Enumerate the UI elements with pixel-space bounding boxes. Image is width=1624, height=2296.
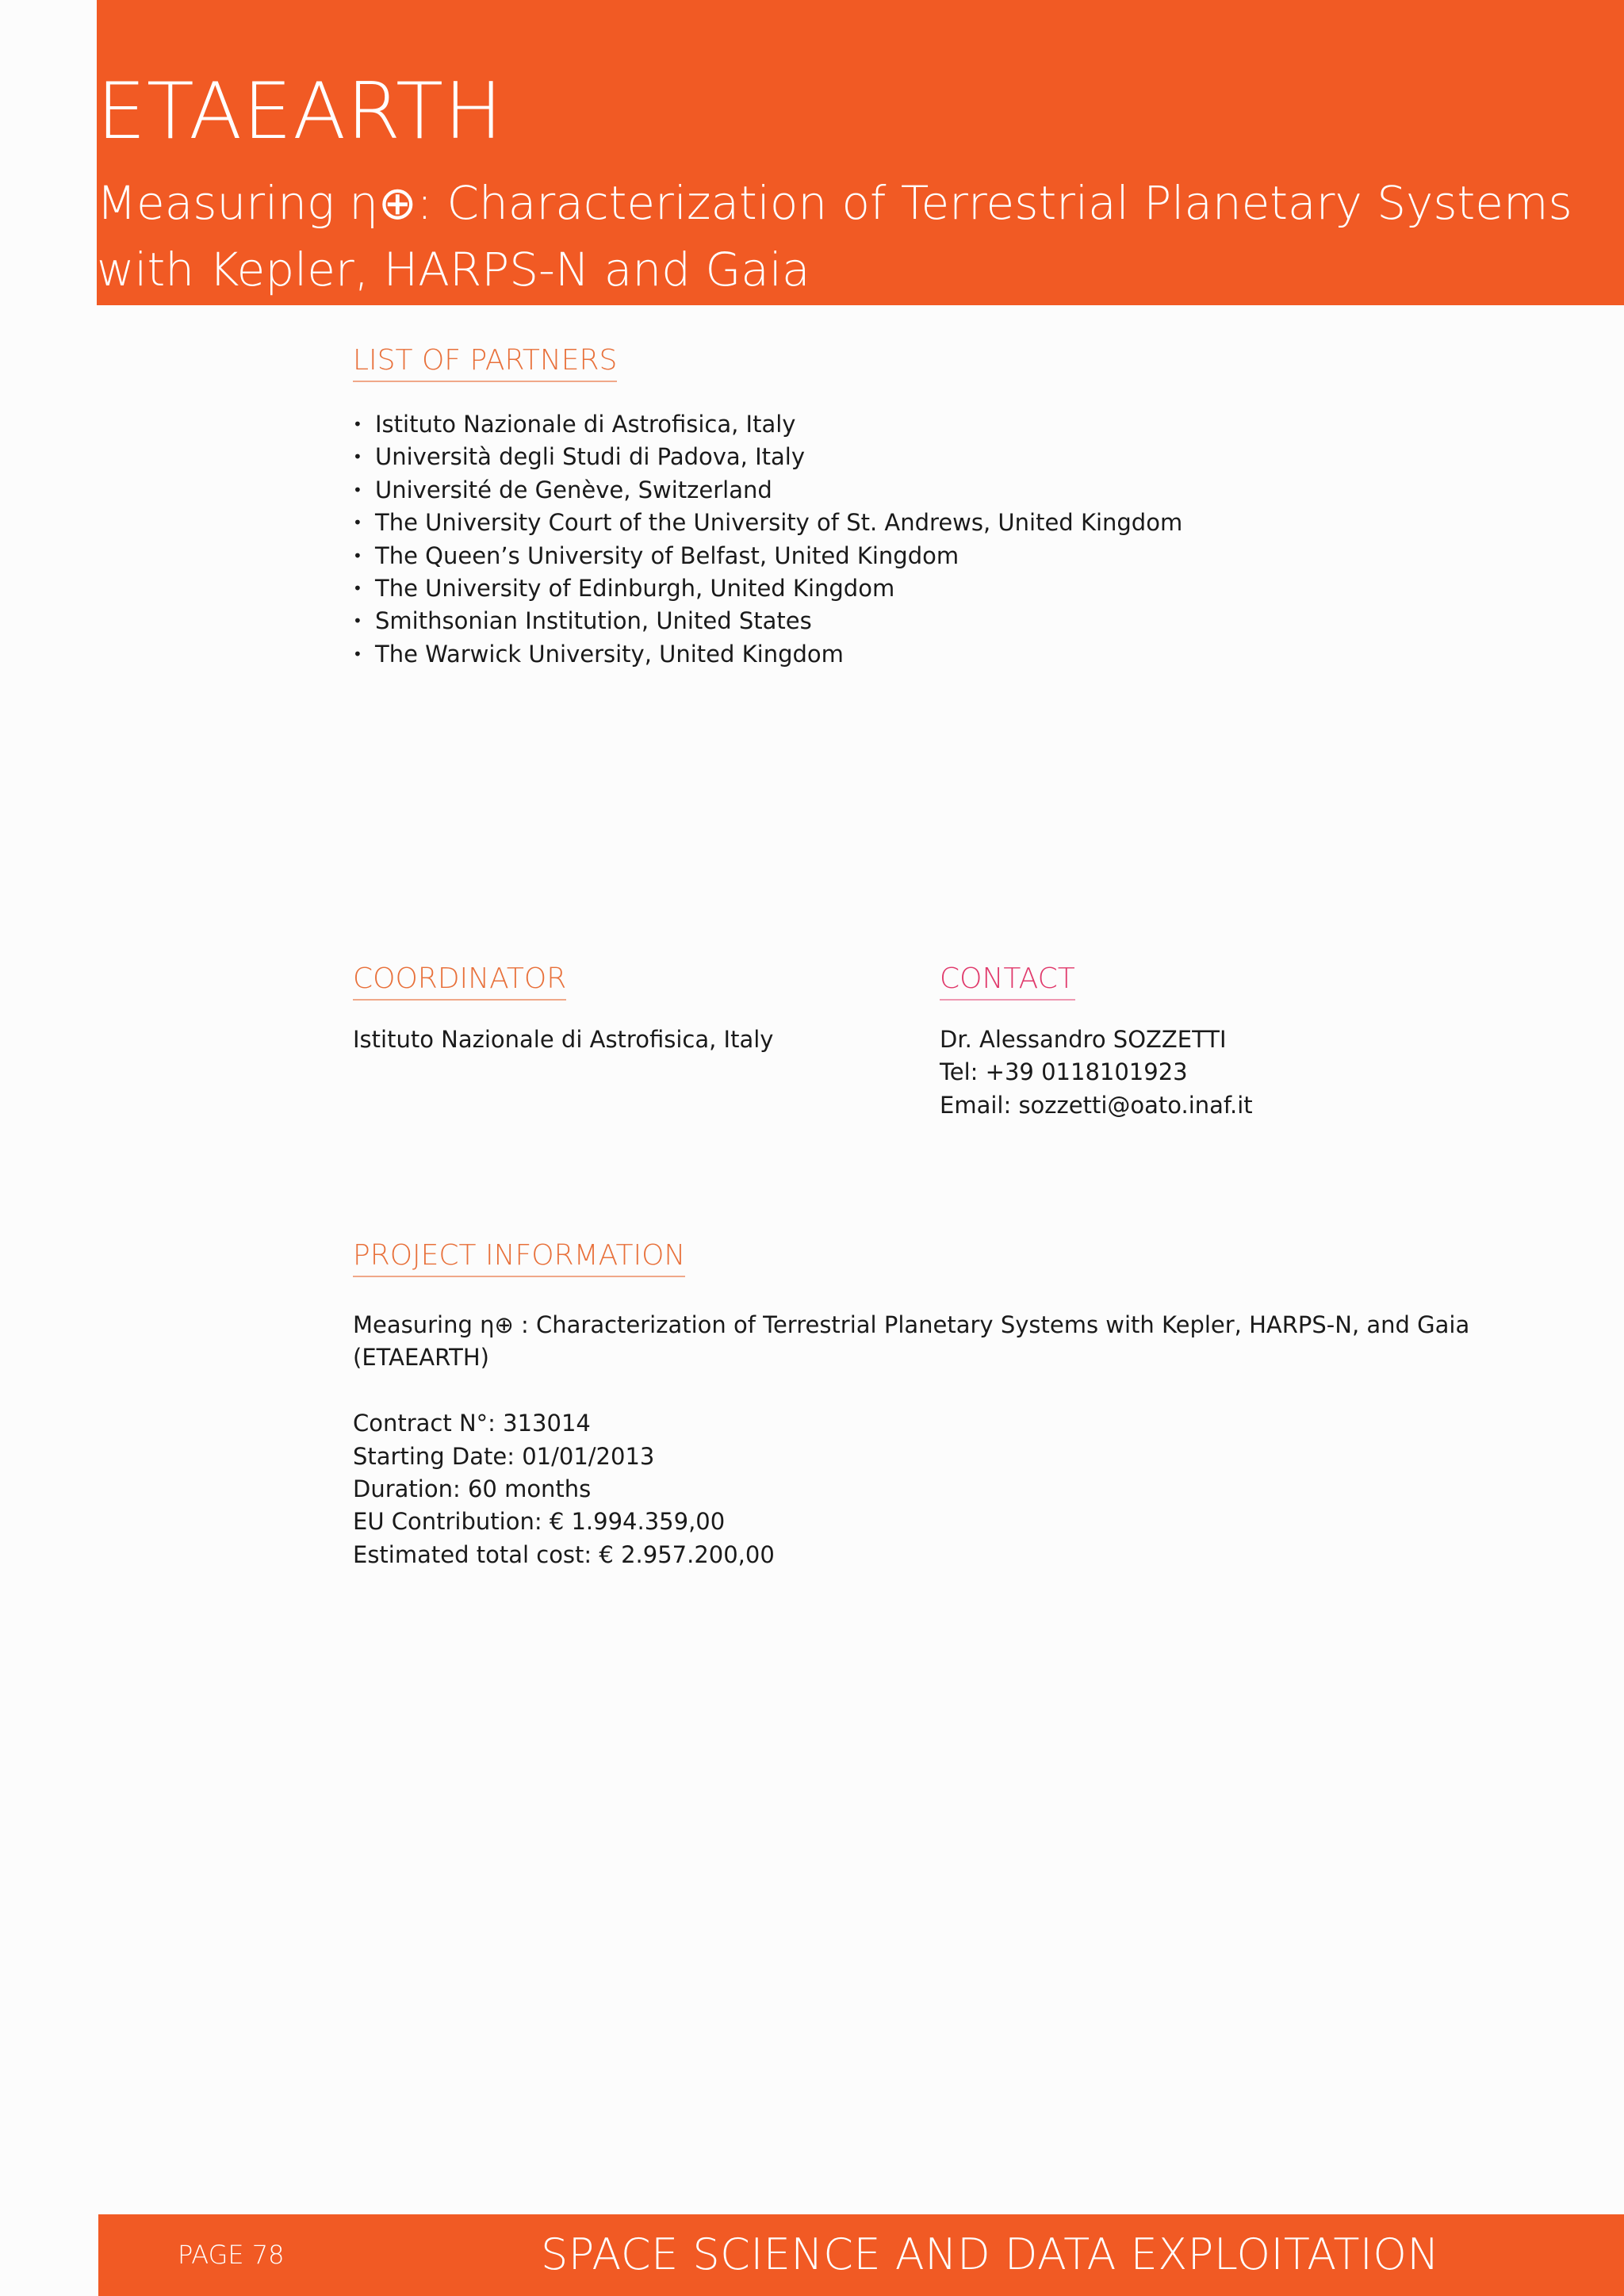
coordinator-block bbox=[353, 1024, 773, 1056]
partner-name: Università degli Studi di Padova, Italy bbox=[375, 443, 806, 471]
coordinator-heading: COORDINATOR bbox=[353, 962, 566, 1001]
bullet-icon: • bbox=[353, 611, 362, 631]
project-info-block bbox=[353, 1309, 1590, 1571]
bullet-icon: • bbox=[353, 513, 362, 533]
header-banner bbox=[97, 0, 1624, 305]
project-description: Measuring η⊕ : Characterization of Terrestrial Planetary Systems with Kepler, HARPS-N, and Gaia bbox=[353, 1311, 1470, 1338]
project-acronym: (ETAEARTH) bbox=[353, 1344, 489, 1372]
eu-contribution: EU Contribution: € 1.994.359,00 bbox=[353, 1508, 726, 1536]
total-cost: Estimated total cost: € 2.957.200,00 bbox=[353, 1540, 775, 1568]
list-item bbox=[353, 408, 1182, 441]
partners-heading: LIST OF PARTNERS bbox=[353, 343, 617, 382]
partner-name: Université de Genève, Switzerland bbox=[375, 476, 772, 503]
list-item bbox=[353, 572, 1182, 605]
list-item bbox=[353, 474, 1182, 507]
partner-name: The Queen’s University of Belfast, United Kingdom bbox=[375, 541, 959, 569]
bullet-icon: • bbox=[353, 415, 362, 434]
contact-block bbox=[940, 1024, 1253, 1122]
contract-number: Contract N°: 313014 bbox=[353, 1410, 591, 1437]
partner-name: Istituto Nazionale di Astrofisica, Italy bbox=[375, 411, 796, 438]
section-title: SPACE SCIENCE AND DATA EXPLOITATION bbox=[541, 2229, 1440, 2279]
contact-person: Dr. Alessandro SOZZETTI bbox=[940, 1026, 1227, 1053]
page-number: PAGE 78 bbox=[178, 2240, 285, 2270]
coordinator-name: Istituto Nazionale di Astrofisica, Italy bbox=[353, 1026, 774, 1053]
starting-date: Starting Date: 01/01/2013 bbox=[353, 1442, 655, 1470]
footer-banner bbox=[98, 2214, 1624, 2296]
bullet-icon: • bbox=[353, 447, 362, 467]
bullet-icon: • bbox=[353, 480, 362, 499]
page-title: ETAEARTH bbox=[97, 67, 504, 157]
list-item bbox=[353, 540, 1182, 572]
bullet-icon: • bbox=[353, 644, 362, 664]
list-item bbox=[353, 441, 1182, 473]
list-item bbox=[353, 507, 1182, 539]
project-heading: PROJECT INFORMATION bbox=[353, 1238, 685, 1277]
list-item bbox=[353, 605, 1182, 637]
duration: Duration: 60 months bbox=[353, 1475, 592, 1503]
partner-name: The University of Edinburgh, United Kingdom bbox=[375, 575, 895, 603]
contact-email: Email: sozzetti@oato.inaf.it bbox=[940, 1091, 1253, 1119]
partner-name: The University Court of the University of St. Andrews, United Kingdom bbox=[375, 509, 1183, 537]
partner-name: The Warwick University, United Kingdom bbox=[375, 640, 844, 668]
contact-heading: CONTACT bbox=[940, 962, 1075, 1001]
page-subtitle: Measuring η⊕: Characterization of Terrestrial Planetary Systems with Kepler, HARPS-N and Gaia bbox=[97, 176, 1572, 297]
list-item bbox=[353, 638, 1182, 671]
partners-list bbox=[353, 408, 1182, 671]
contact-phone: Tel: +39 0118101923 bbox=[940, 1058, 1188, 1086]
bullet-icon: • bbox=[353, 545, 362, 565]
partner-name: Smithsonian Institution, United States bbox=[375, 607, 812, 635]
bullet-icon: • bbox=[353, 579, 362, 599]
